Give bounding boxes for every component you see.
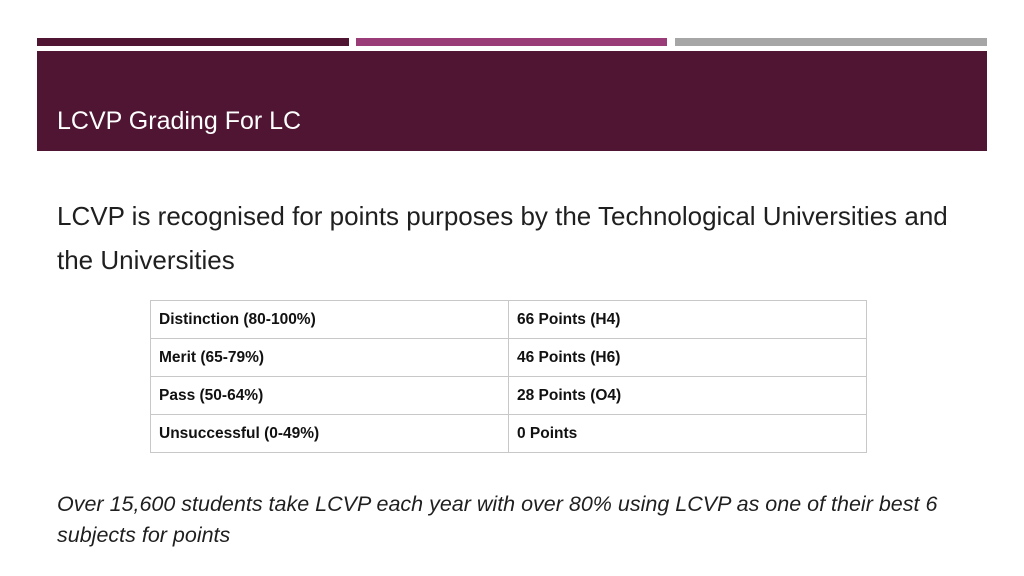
title-bar [37, 51, 987, 151]
grade-cell: Distinction (80-100%) [151, 301, 509, 339]
footer-note: Over 15,600 students take LCVP each year with over 80% using LCVP as one of their best 6 subjects for points [57, 492, 938, 547]
table-row [151, 339, 867, 377]
points-cell: 46 Points (H6) [509, 339, 867, 377]
grade-cell: Pass (50-64%) [151, 377, 509, 415]
accent-bar-magenta [356, 38, 667, 46]
table-row [151, 301, 867, 339]
points-cell: 28 Points (O4) [509, 377, 867, 415]
accent-bar-dark [37, 38, 349, 46]
slide-title: LCVP Grading For LC [57, 107, 302, 135]
intro-text: LCVP is recognised for points purposes by the Technological Universities and the Universities [57, 201, 948, 275]
grade-cell: Merit (65-79%) [151, 339, 509, 377]
points-cell: 66 Points (H4) [509, 301, 867, 339]
accent-bar-grey [675, 38, 987, 46]
table-row [151, 415, 867, 453]
table-row [151, 377, 867, 415]
grade-cell: Unsuccessful (0-49%) [151, 415, 509, 453]
grading-table [150, 300, 867, 453]
points-cell: 0 Points [509, 415, 867, 453]
